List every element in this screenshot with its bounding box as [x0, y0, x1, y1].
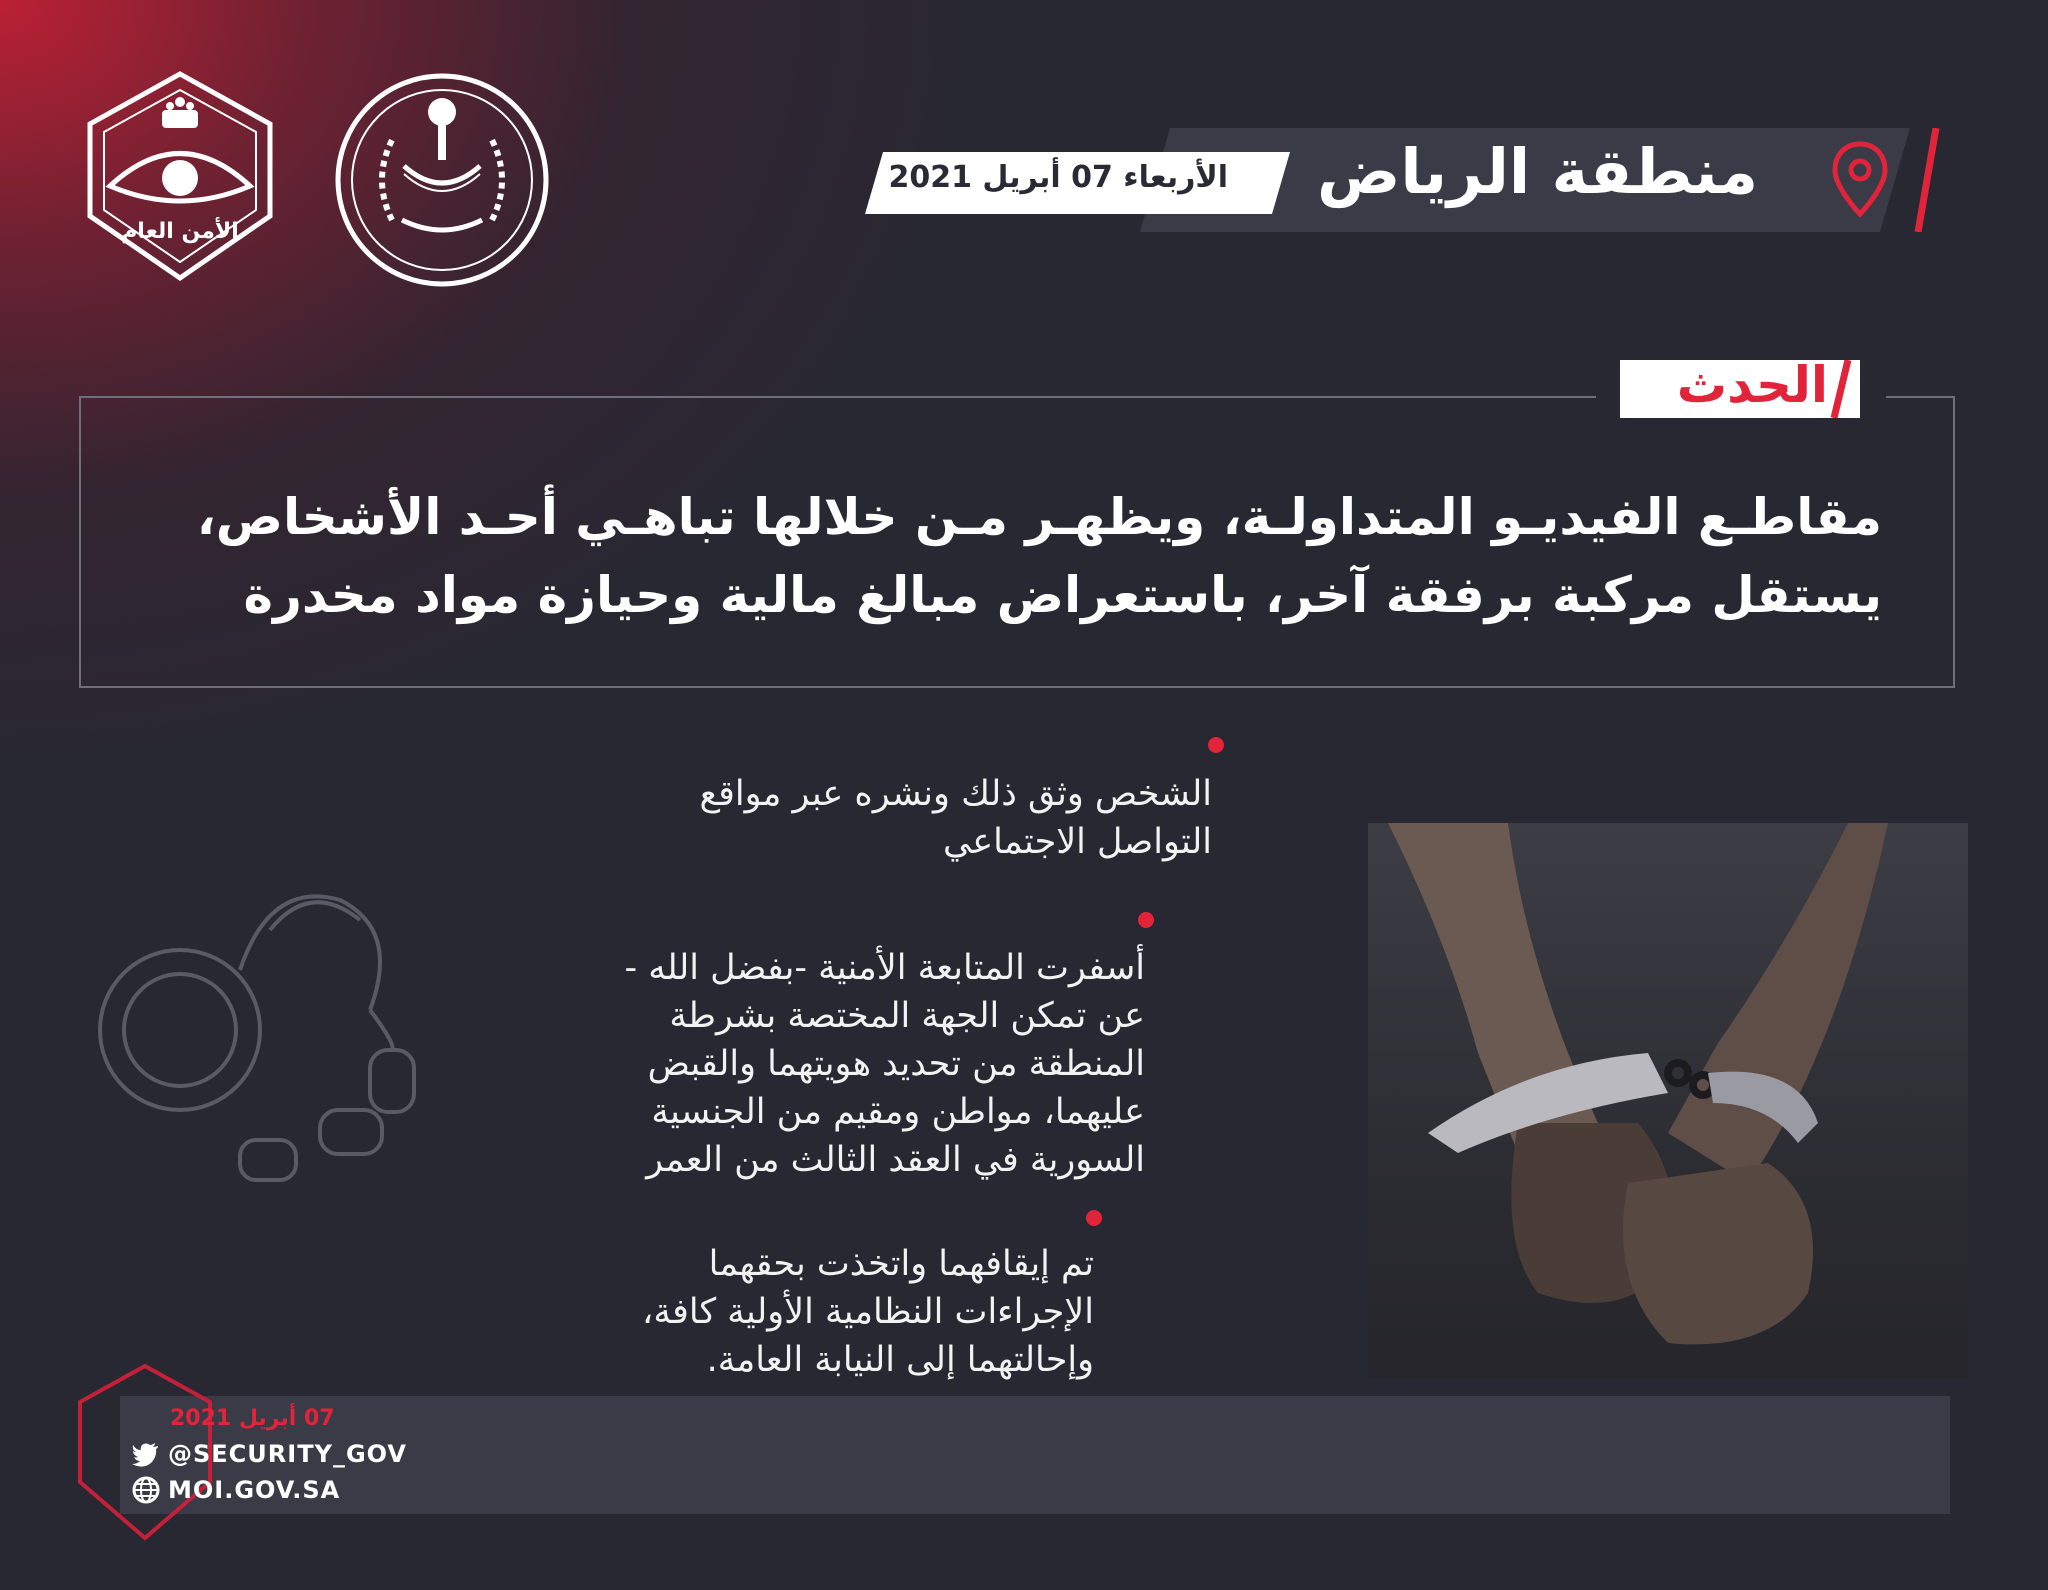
public-security-logo — [70, 66, 290, 286]
bullet-dot — [1208, 737, 1224, 753]
public-security-text: الأمن العام — [121, 219, 239, 244]
event-description: مقاطـع الفيديـو المتداولـة، ويظهـر مـن خلالها تباهـي أحـد الأشخاص، يستقل مركبة برفقة آخر، باستعراض مبالغ مالية وحيازة مواد مخدرة — [196, 488, 1882, 624]
region-title: منطقة الرياض — [1317, 135, 1758, 208]
footer-twitter-handle[interactable]: @SECURITY_GOV — [168, 1440, 407, 1468]
handcuffed-hands-photo — [1368, 823, 1968, 1379]
bullet-dot — [1086, 1210, 1102, 1226]
footer-website[interactable]: MOI.GOV.SA — [168, 1476, 341, 1504]
bullet-text: أسفرت المتابعة الأمنية -بفضل الله - عن تمكن الجهة المختصة بشرطة المنطقة من تحديد هويتهما والقبض عليهما، مواطن ومقيم من الجنسية السورية في العقد الثالث من العمر — [624, 948, 1145, 1180]
date-text: الأربعاء 07 أبريل 2021 — [888, 160, 1228, 195]
footer-date: 07 أبريل 2021 — [170, 1406, 335, 1431]
bullet-text: الشخص وثق ذلك ونشره عبر مواقع التواصل الاجتماعي — [699, 774, 1212, 862]
handcuffed-hands-illustration — [1368, 823, 1968, 1379]
bullet-dot — [1138, 912, 1154, 928]
location-pin-icon — [1830, 140, 1890, 220]
moi-seal-logo — [332, 70, 552, 290]
handcuffs-icon — [70, 820, 450, 1200]
event-tag-label: الحدث — [1676, 356, 1828, 414]
twitter-icon — [132, 1440, 160, 1468]
event-tag-slash — [1826, 360, 1856, 418]
red-slash-accent — [1912, 128, 1942, 232]
globe-icon — [132, 1476, 160, 1504]
bullet-text: تم إيقافهما واتخذت بحقهما الإجراءات النظامية الأولية كافة، وإحالتهما إلى النيابة العامة. — [642, 1244, 1094, 1380]
